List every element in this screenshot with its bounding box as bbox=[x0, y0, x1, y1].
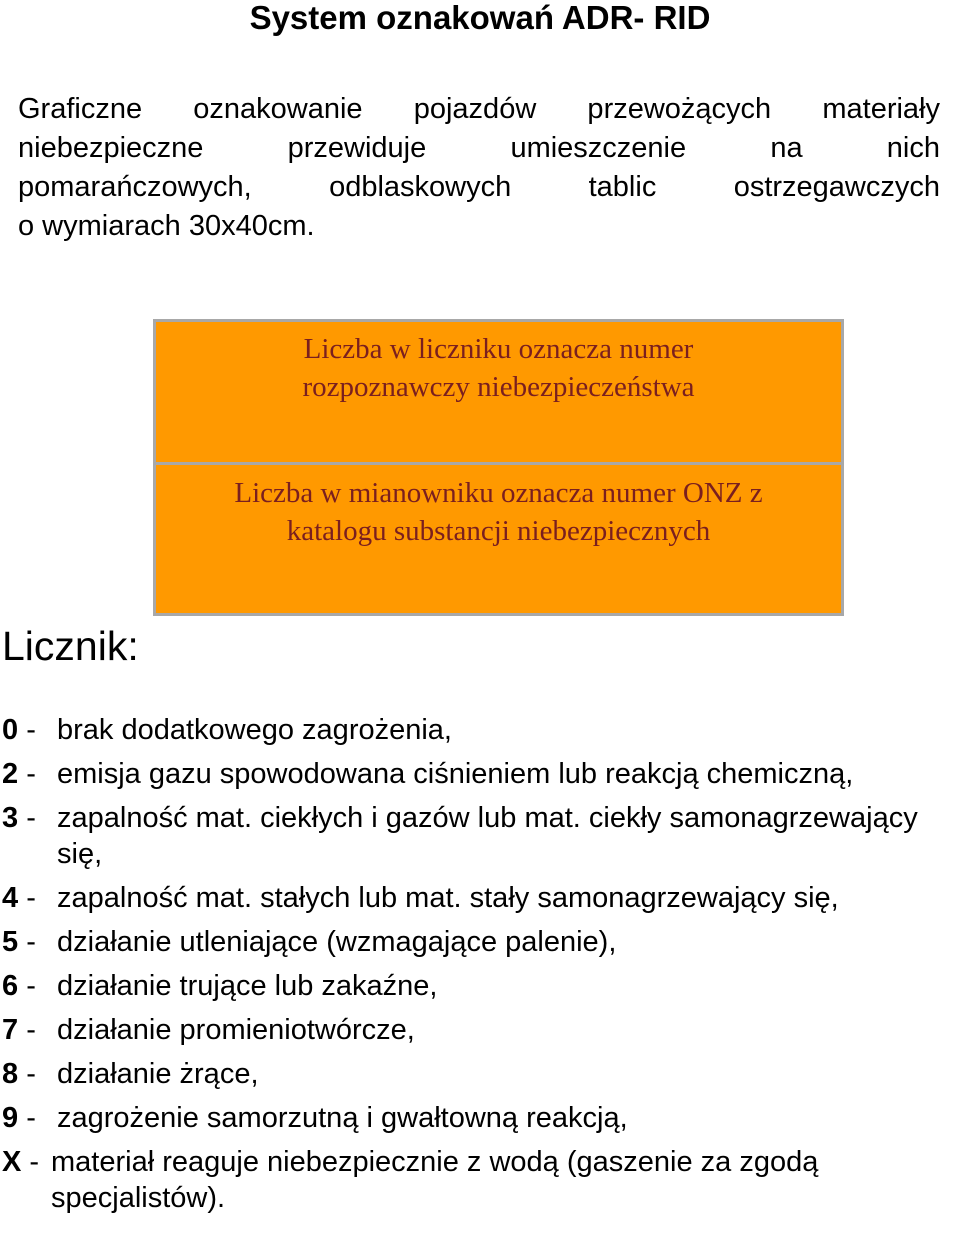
hazard-code: 7 bbox=[2, 1014, 19, 1046]
plate-denominator-line: Liczba w mianowniku oznacza numer ONZ z bbox=[234, 477, 763, 509]
hazard-code-separator: - bbox=[26, 1102, 36, 1134]
hazard-code-separator: - bbox=[26, 882, 36, 914]
hazard-code-separator: - bbox=[26, 926, 36, 958]
plate-denominator-text bbox=[156, 474, 841, 550]
hazard-code: 5 bbox=[2, 926, 19, 958]
plate-numerator-line: rozpoznawczy niebezpieczeństwa bbox=[302, 371, 695, 403]
plate-numerator-section bbox=[156, 322, 841, 465]
hazard-code-description: zapalność mat. stałych lub mat. stały samonagrzewający się, bbox=[57, 882, 839, 914]
hazard-code-item bbox=[2, 924, 960, 960]
hazard-code-item bbox=[2, 1144, 960, 1216]
hazard-code-description: brak dodatkowego zagrożenia, bbox=[57, 714, 452, 746]
hazard-code: 4 bbox=[2, 882, 19, 914]
intro-line: niebezpieczne przewiduje umieszczenie na nich bbox=[18, 132, 940, 164]
hazard-code-item bbox=[2, 880, 960, 916]
hazard-code-separator: - bbox=[26, 970, 36, 1002]
hazard-code-description: zapalność mat. ciekłych i gazów lub mat. ciekły samonagrzewający się, bbox=[57, 802, 918, 870]
plate-numerator-line: Liczba w liczniku oznacza numer bbox=[303, 333, 694, 365]
hazard-code-list bbox=[2, 712, 960, 1224]
hazard-code-separator: - bbox=[26, 1058, 36, 1090]
hazard-code-description: działanie utleniające (wzmagające palenie), bbox=[57, 926, 617, 958]
hazard-code-description: emisja gazu spowodowana ciśnieniem lub reakcją chemiczną, bbox=[57, 758, 854, 790]
hazard-code-separator: - bbox=[26, 1014, 36, 1046]
hazard-code-separator: - bbox=[26, 714, 36, 746]
hazard-code-separator: - bbox=[29, 1146, 40, 1178]
hazard-code-description: działanie trujące lub zakaźne, bbox=[57, 970, 438, 1002]
hazard-code-item bbox=[2, 1056, 960, 1092]
hazard-code: 3 bbox=[2, 802, 19, 834]
page-title: System oznakowań ADR- RID bbox=[249, 0, 711, 36]
hazard-code-description: materiał reaguje niebezpiecznie z wodą (gaszenie za zgodą specjalistów). bbox=[51, 1146, 819, 1214]
hazard-code: X bbox=[2, 1146, 22, 1178]
hazard-code: 2 bbox=[2, 758, 19, 790]
hazard-code-description: zagrożenie samorzutną i gwałtowną reakcją, bbox=[57, 1102, 628, 1134]
hazard-code-item bbox=[2, 1100, 960, 1136]
hazard-code: 9 bbox=[2, 1102, 19, 1134]
intro-line: Graficzne oznakowanie pojazdów przewożących materiały bbox=[18, 93, 940, 125]
hazard-code-separator: - bbox=[26, 802, 36, 834]
plate-numerator-text bbox=[156, 330, 841, 406]
hazard-code-item bbox=[2, 756, 960, 792]
intro-paragraph bbox=[18, 90, 940, 246]
intro-line: o wymiarach 30x40cm. bbox=[18, 210, 315, 242]
intro-line: pomarańczowych, odblaskowych tablic ostrzegawczych bbox=[18, 171, 940, 203]
hazard-code-description: działanie żrące, bbox=[57, 1058, 259, 1090]
plate-denominator-line: katalogu substancji niebezpiecznych bbox=[286, 515, 711, 547]
hazard-code-item bbox=[2, 712, 960, 748]
hazard-code: 6 bbox=[2, 970, 19, 1002]
hazard-code: 0 bbox=[2, 714, 19, 746]
orange-warning-plate bbox=[153, 319, 844, 616]
hazard-code-description: działanie promieniotwórcze, bbox=[57, 1014, 415, 1046]
hazard-code-item bbox=[2, 800, 960, 872]
hazard-code-item bbox=[2, 968, 960, 1004]
hazard-code-separator: - bbox=[26, 758, 36, 790]
hazard-code-item bbox=[2, 1012, 960, 1048]
counter-heading: Licznik: bbox=[2, 623, 139, 669]
hazard-code: 8 bbox=[2, 1058, 19, 1090]
